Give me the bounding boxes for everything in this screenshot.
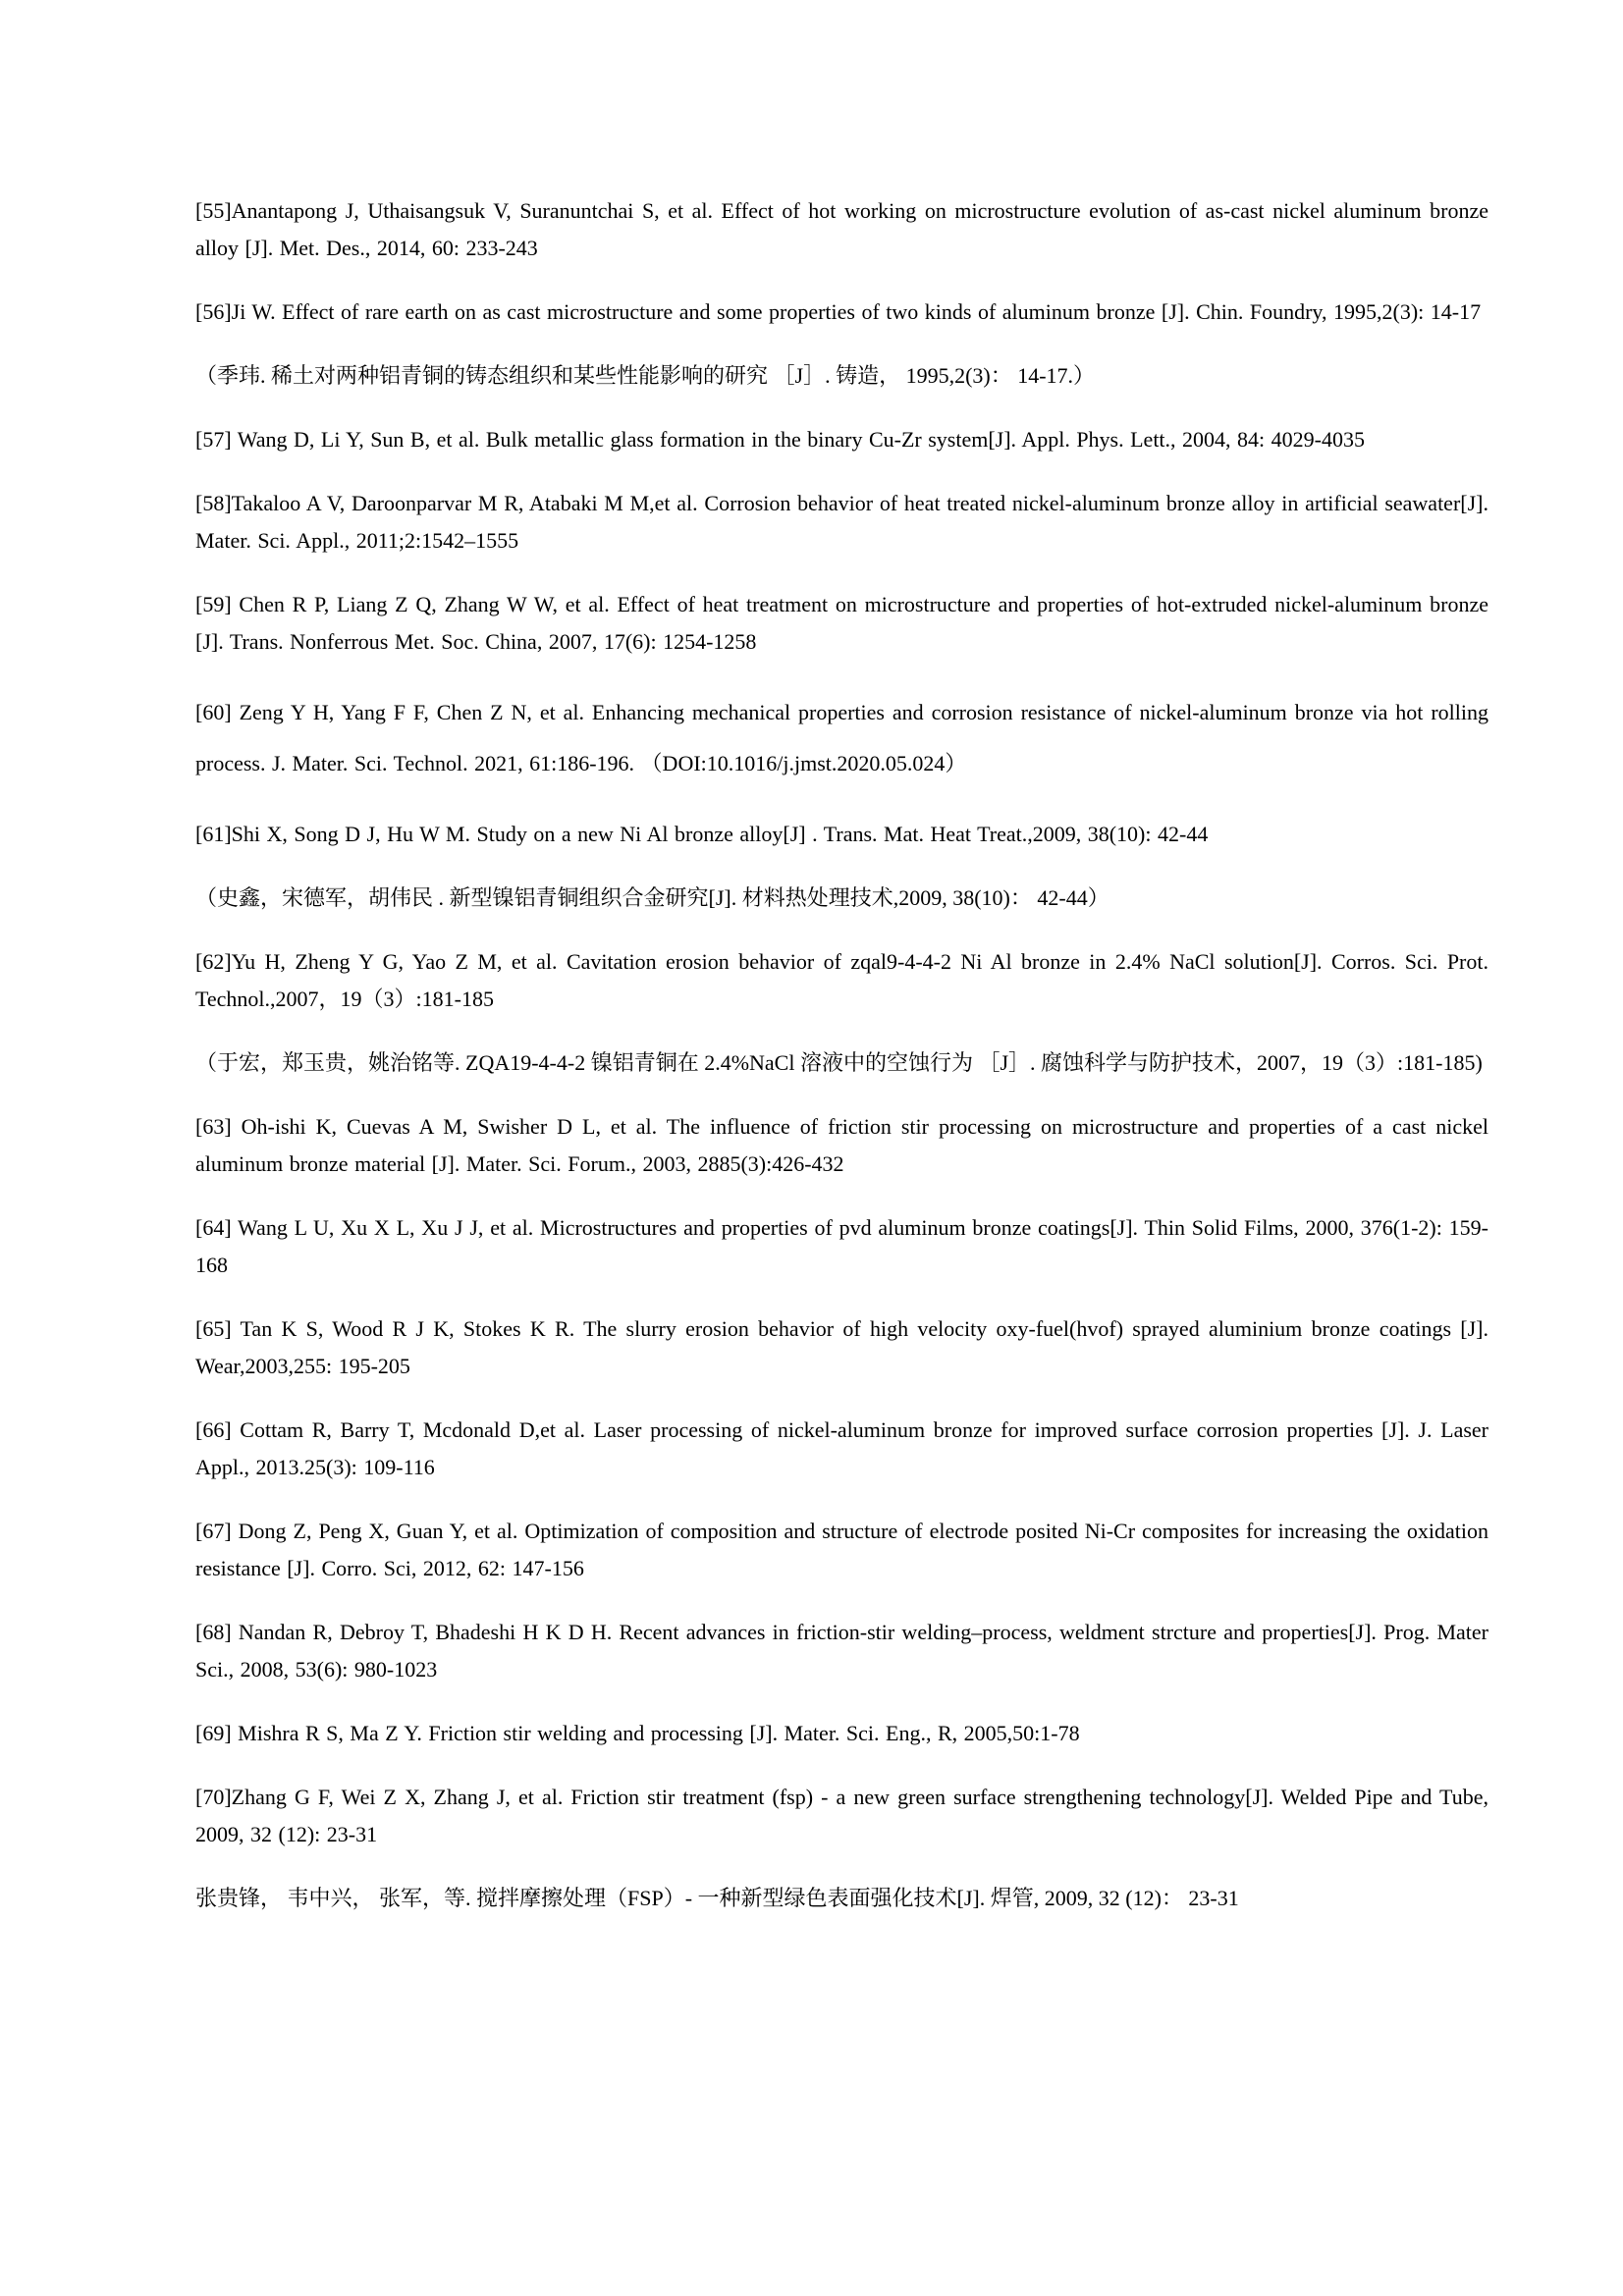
reference-item-60: [60] Zeng Y H, Yang F F, Chen Z N, et al. Enhancing mechanical properties and corrosion resistance of nickel-aluminum bronze via hot rolling process. J. Mater. Sci. Technol. 2021, 61:186-196. （DOI:10.1016/j.jmst.2020.05.024） xyxy=(195,700,1488,775)
reference-translation-56: （季玮. 稀土对两种铝青铜的铸态组织和某些性能影响的研究 ［J］. 铸造， 1995,2(3)： 14-17.） xyxy=(195,363,1096,388)
reference-translation-62: （于宏，郑玉贵，姚治铭等. ZQA19-4-4-2 镍铝青铜在 2.4%NaCl 溶液中的空蚀行为 ［J］. 腐蚀科学与防护技术，2007，19（3）:181-185) xyxy=(195,1050,1483,1075)
reference-item-57: [57] Wang D, Li Y, Sun B, et al. Bulk metallic glass formation in the binary Cu-Zr system[J]. Appl. Phys. Lett., 2004, 84: 4029-4035 xyxy=(195,427,1365,452)
reference-item-61: [61]Shi X, Song D J, Hu W M. Study on a new Ni Al bronze alloy[J] . Trans. Mat. Heat Treat.,2009, 38(10): 42-44 xyxy=(195,822,1209,846)
reference-item-59: [59] Chen R P, Liang Z Q, Zhang W W, et al. Effect of heat treatment on microstructure and properties of hot-extruded nickel-aluminum bronze [J]. Trans. Nonferrous Met. Soc. China, 2007, 17(6): 1254-1258 xyxy=(195,592,1488,654)
reference-item-58: [58]Takaloo A V, Daroonparvar M R, Atabaki M M,et al. Corrosion behavior of heat treated nickel-aluminum bronze alloy in artificial seawater[J]. Mater. Sci. Appl., 2011;2:1542–1555 xyxy=(195,491,1488,553)
references-list xyxy=(195,192,1488,1917)
reference-item-63: [63] Oh-ishi K, Cuevas A M, Swisher D L, et al. The influence of friction stir processing on microstructure and properties of a cast nickel aluminum bronze material [J]. Mater. Sci. Forum., 2003, 2885(3):426-432 xyxy=(195,1114,1488,1176)
reference-item-69: [69] Mishra R S, Ma Z Y. Friction stir welding and processing [J]. Mater. Sci. Eng., R, 2005,50:1-78 xyxy=(195,1721,1080,1745)
reference-translation-61: （史鑫，宋德军，胡伟民 . 新型镍铝青铜组织合金研究[J]. 材料热处理技术,2009, 38(10)： 42-44） xyxy=(195,885,1109,910)
reference-item-56: [56]Ji W. Effect of rare earth on as cast microstructure and some properties of two kinds of aluminum bronze [J]. Chin. Foundry, 1995,2(3): 14-17 xyxy=(195,299,1482,324)
reference-translation-70: 张贵锋， 韦中兴， 张军，等. 搅拌摩擦处理（FSP）- 一种新型绿色表面强化技术[J]. 焊管, 2009, 32 (12)： 23-31 xyxy=(195,1886,1239,1910)
reference-item-67: [67] Dong Z, Peng X, Guan Y, et al. Optimization of composition and structure of electrode posited Ni-Cr composites for increasing the oxidation resistance [J]. Corro. Sci, 2012, 62: 147-156 xyxy=(195,1519,1488,1580)
reference-item-70: [70]Zhang G F, Wei Z X, Zhang J, et al. Friction stir treatment (fsp) - a new green surface strengthening technology[J]. Welded Pipe and Tube, 2009, 32 (12): 23-31 xyxy=(195,1785,1488,1846)
reference-item-64: [64] Wang L U, Xu X L, Xu J J, et al. Microstructures and properties of pvd aluminum bronze coatings[J]. Thin Solid Films, 2000, 376(1-2): 159-168 xyxy=(195,1215,1488,1277)
reference-item-62: [62]Yu H, Zheng Y G, Yao Z M, et al. Cavitation erosion behavior of zqal9-4-4-2 Ni Al bronze in 2.4% NaCl solution[J]. Corros. Sci. Prot. Technol.,2007，19（3）:181-185 xyxy=(195,949,1488,1011)
reference-item-65: [65] Tan K S, Wood R J K, Stokes K R. The slurry erosion behavior of high velocity oxy-fuel(hvof) sprayed aluminium bronze coatings [J]. Wear,2003,255: 195-205 xyxy=(195,1316,1488,1378)
reference-item-55: [55]Anantapong J, Uthaisangsuk V, Suranuntchai S, et al. Effect of hot working on microstructure evolution of as-cast nickel aluminum bronze alloy [J]. Met. Des., 2014, 60: 233-243 xyxy=(195,198,1488,260)
reference-item-68: [68] Nandan R, Debroy T, Bhadeshi H K D H. Recent advances in friction-stir welding–process, weldment strcture and properties[J]. Prog. Mater Sci., 2008, 53(6): 980-1023 xyxy=(195,1620,1488,1682)
reference-item-66: [66] Cottam R, Barry T, Mcdonald D,et al. Laser processing of nickel-aluminum bronze for improved surface corrosion properties [J]. J. Laser Appl., 2013.25(3): 109-116 xyxy=(195,1417,1488,1479)
